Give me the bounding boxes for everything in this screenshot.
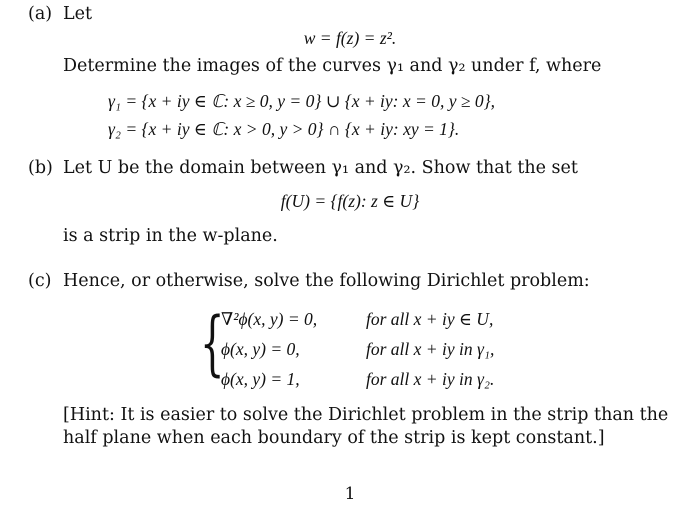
part-a-statement: Determine the images of the curves γ₁ and γ₂ under f, where: [63, 56, 602, 76]
system-equation-3: ϕ(x, y) = 1,: [221, 369, 300, 389]
page-number: 1: [344, 484, 356, 504]
part-c-statement: Hence, or otherwise, solve the following Dirichlet problem:: [63, 271, 590, 291]
part-b-conclusion: is a strip in the w-plane.: [63, 226, 278, 246]
gamma1-definition: γ₁ = {x + iy ∈ ℂ: x ≥ 0, y = 0} ∪ {x + iy: x = 0, y ≥ 0},: [108, 91, 495, 111]
system-equation-2: ϕ(x, y) = 0,: [221, 339, 300, 359]
system-condition-3: for all x + iy in γ₂.: [366, 369, 495, 389]
system-equation-1: ∇²ϕ(x, y) = 0,: [221, 309, 318, 329]
system-condition-1: for all x + iy ∈ U,: [366, 309, 494, 329]
part-a-label: (a): [28, 4, 53, 24]
part-a-intro: Let: [63, 4, 93, 24]
hint-line-1: [Hint: It is easier to solve the Dirichlet problem in the strip than the: [63, 405, 669, 425]
part-b-label: (b): [28, 158, 53, 178]
part-a-equation: w = f(z) = z².: [303, 28, 397, 48]
system-condition-2: for all x + iy in γ₁,: [366, 339, 495, 359]
gamma2-definition: γ₂ = {x + iy ∈ ℂ: x > 0, y > 0} ∩ {x + iy: xy = 1}.: [108, 119, 460, 139]
part-b-set: f(U) = {f(z): z ∈ U}: [280, 191, 420, 211]
system-brace: {: [200, 302, 225, 384]
part-b-statement: Let U be the domain between γ₁ and γ₂. Show that the set: [63, 158, 578, 178]
part-c-label: (c): [28, 271, 52, 291]
hint-line-2: half plane when each boundary of the strip is kept constant.]: [63, 428, 605, 448]
